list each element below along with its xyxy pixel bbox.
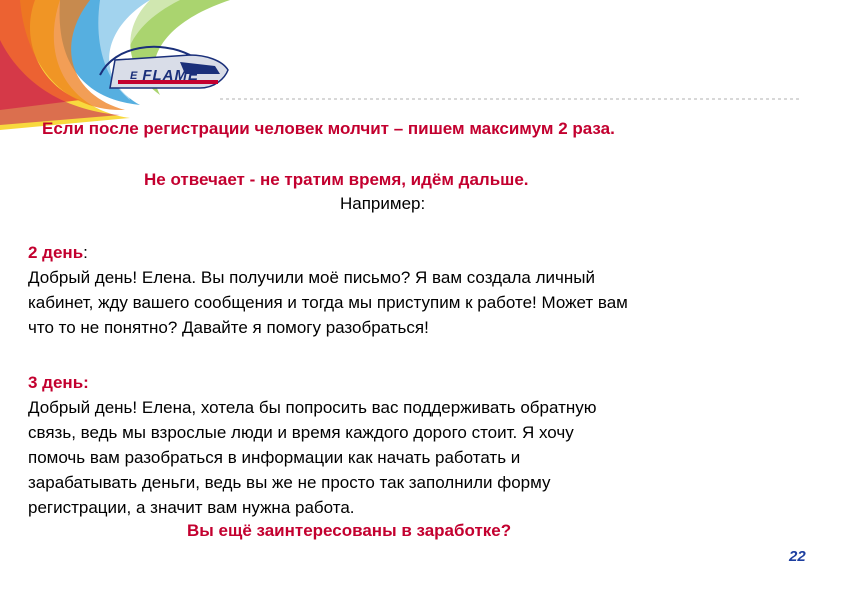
day3-line: регистрации, а значит вам нужна работа.	[28, 498, 355, 517]
day3-line: зарабатывать деньги, ведь вы же не просто так заполнили форму	[28, 473, 551, 492]
day3-label: 3 день:	[28, 373, 89, 392]
day2-label: 2 день	[28, 243, 84, 262]
day2-section	[28, 240, 818, 340]
day3-line: связь, ведь мы взрослые люди и время каждого дорого стоит. Я хочу	[28, 423, 574, 442]
closing-question: Вы ещё заинтересованы в заработке?	[187, 521, 512, 540]
subheading: Не отвечает - не тратим время, идём дальше.	[144, 170, 529, 189]
example-label: Например:	[340, 194, 426, 213]
page-heading: Если после регистрации человек молчит – пишем максимум 2 раза.	[42, 119, 615, 138]
day2-title: 2 день:	[28, 243, 88, 262]
day3-line: Добрый день! Елена, хотела бы попросить вас поддерживать обратную	[28, 398, 597, 417]
logo: E FLAME	[130, 67, 200, 84]
day3-line: помочь вам разобраться в информации как начать работать и	[28, 448, 521, 467]
page-number: 22	[789, 548, 806, 565]
day2-line: что то не понятно? Давайте я помогу разобраться!	[28, 318, 429, 337]
day2-line: Добрый день! Елена. Вы получили моё письмо? Я вам создала личный	[28, 268, 595, 287]
day2-line: кабинет, жду вашего сообщения и тогда мы приступим к работе! Может вам	[28, 293, 628, 312]
day3-section	[28, 370, 818, 520]
